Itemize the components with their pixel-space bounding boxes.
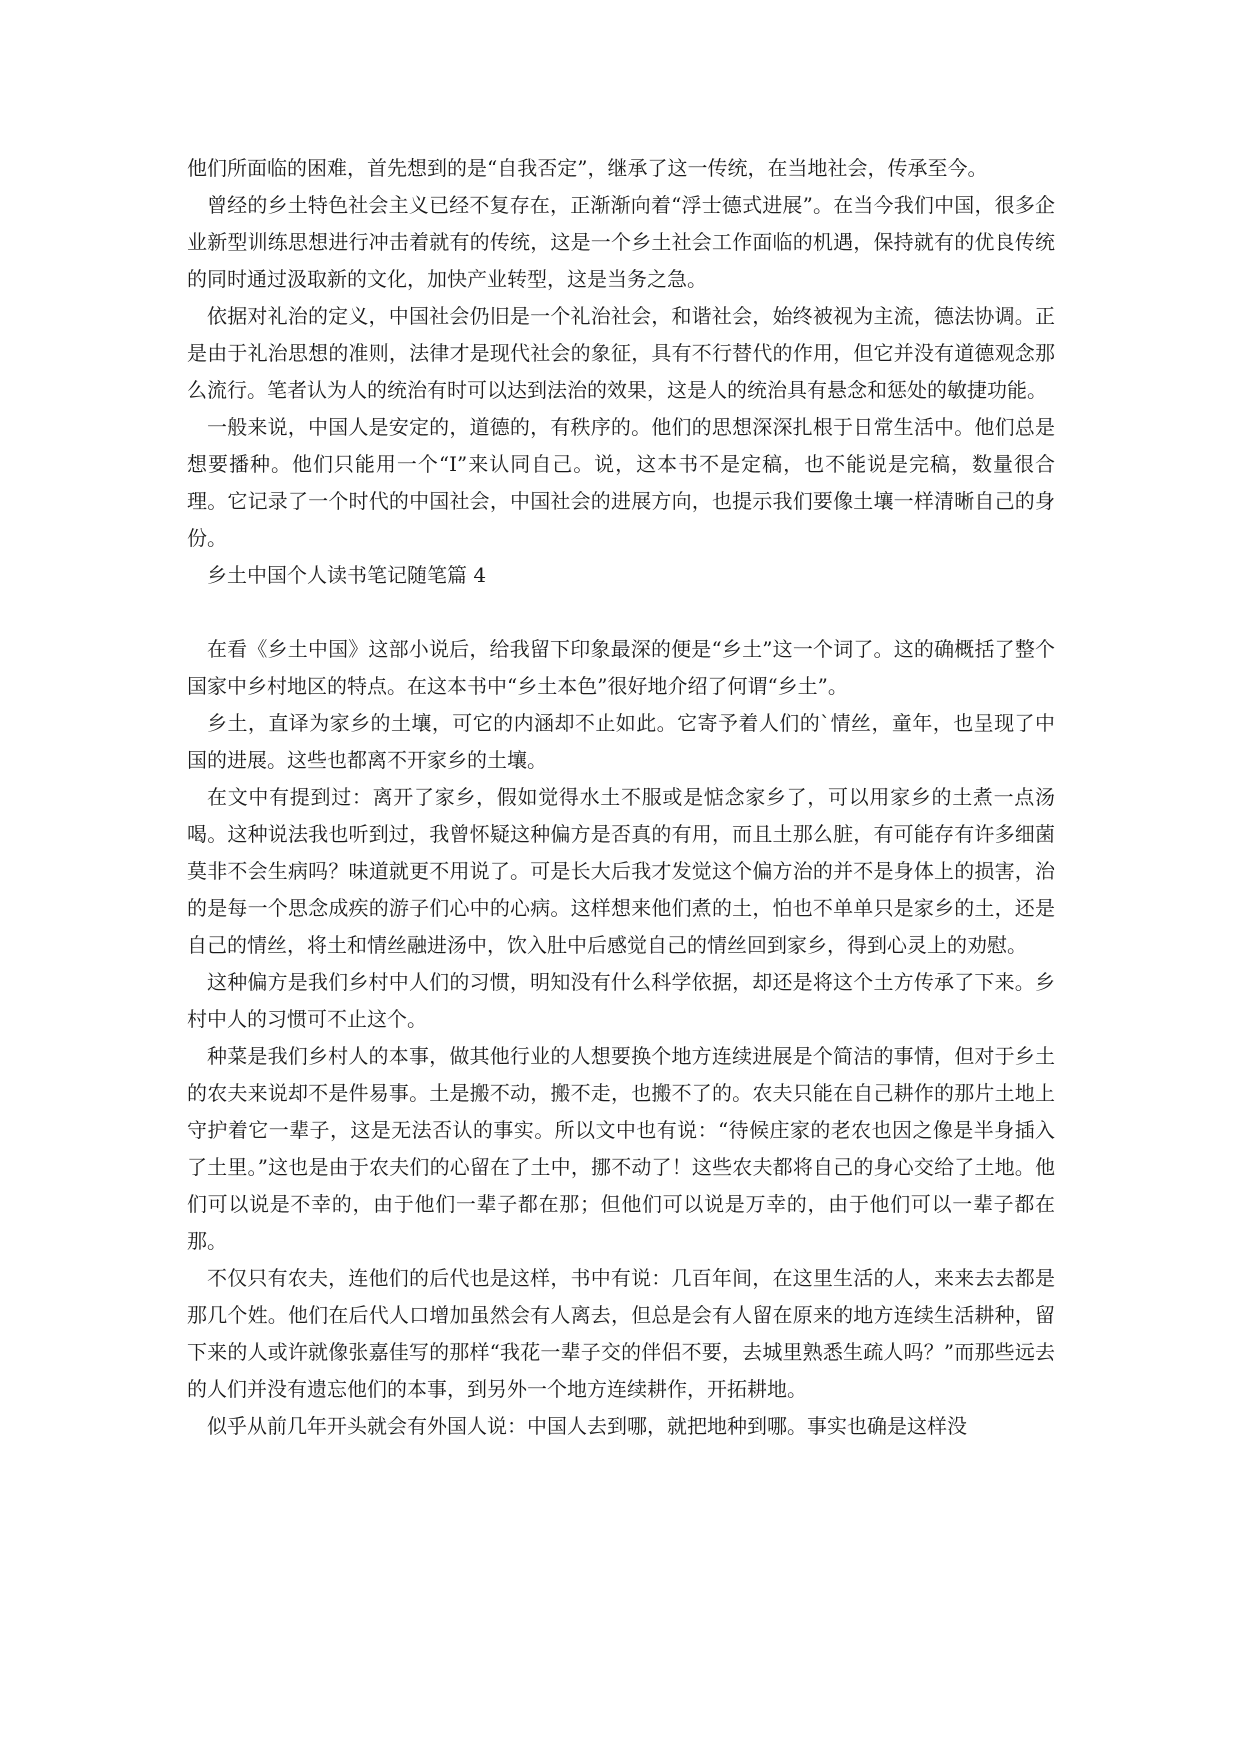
document-page — [187, 150, 1055, 1445]
paragraph: 他们所面临的困难，首先想到的是“自我否定”，继承了这一传统，在当地社会，传承至今。 — [187, 156, 988, 180]
paragraph: 似乎从前几年开头就会有外国人说：中国人去到哪，就把地种到哪。事实也确是这样没 — [207, 1414, 967, 1438]
section-heading: 乡土中国个人读书笔记随笔篇 4 — [207, 563, 487, 587]
paragraph: 一般来说，中国人是安定的，道德的，有秩序的。他们的思想深深扎根于日常生活中。他们总是想要播种。他们只能用一个“I”来认同自己。说，这本书不是定稿，也不能说是完稿，数量很合理。它记录了一个时代的中国社会，中国社会的进展方向，也提示我们要像土壤一样清晰自己的身份。 — [187, 415, 1055, 550]
paragraph: 乡土，直译为家乡的土壤，可它的内涵却不止如此。它寄予着人们的`情丝，童年，也呈现了中国的进展。这些也都离不开家乡的土壤。 — [187, 711, 1055, 772]
paragraph: 依据对礼治的定义，中国社会仍旧是一个礼治社会，和谐社会，始终被视为主流，德法协调。正是由于礼治思想的准则，法律才是现代社会的象征，具有不行替代的作用，但它并没有道德观念那么流行。笔者认为人的统治有时可以达到法治的效果，这是人的统治具有悬念和惩处的敏捷功能。 — [187, 304, 1055, 402]
paragraph: 在文中有提到过：离开了家乡，假如觉得水土不服或是惦念家乡了，可以用家乡的土煮一点汤喝。这种说法我也听到过，我曾怀疑这种偏方是否真的有用，而且土那么脏，有可能存有许多细菌莫非不会生病吗？味道就更不用说了。可是长大后我才发觉这个偏方治的并不是身体上的损害，治的是每一个思念成疾的游子们心中的心病。这样想来他们煮的土，怕也不单单只是家乡的土，还是自己的情丝，将土和情丝融进汤中，饮入肚中后感觉自己的情丝回到家乡，得到心灵上的劝慰。 — [187, 785, 1055, 957]
paragraph: 这种偏方是我们乡村中人们的习惯，明知没有什么科学依据，却还是将这个土方传承了下来。乡村中人的习惯可不止这个。 — [187, 970, 1055, 1031]
paragraph: 在看《乡土中国》这部小说后，给我留下印象最深的便是“乡土”这一个词了。这的确概括了整个国家中乡村地区的特点。在这本书中“乡土本色”很好地介绍了何谓“乡土”。 — [187, 637, 1055, 698]
paragraph: 种菜是我们乡村人的本事，做其他行业的人想要换个地方连续进展是个简洁的事情，但对于乡土的农夫来说却不是件易事。土是搬不动，搬不走，也搬不了的。农夫只能在自己耕作的那片土地上守护着它一辈子，这是无法否认的事实。所以文中也有说：“待候庄家的老农也因之像是半身插入了土里。”这也是由于农夫们的心留在了土中，挪不动了！这些农夫都将自己的身心交给了土地。他们可以说是不幸的，由于他们一辈子都在那；但他们可以说是万幸的，由于他们可以一辈子都在那。 — [187, 1044, 1055, 1253]
paragraph: 不仅只有农夫，连他们的后代也是这样，书中有说：几百年间，在这里生活的人，来来去去都是那几个姓。他们在后代人口增加虽然会有人离去，但总是会有人留在原来的地方连续生活耕种，留下来的人或许就像张嘉佳写的那样“我花一辈子交的伴侣不要，去城里熟悉生疏人吗？”而那些远去的人们并没有遗忘他们的本事，到另外一个地方连续耕作，开拓耕地。 — [187, 1266, 1055, 1401]
section-spacer — [187, 594, 1055, 631]
paragraph: 曾经的乡土特色社会主义已经不复存在，正渐渐向着“浮士德式进展”。在当今我们中国，很多企业新型训练思想进行冲击着就有的传统，这是一个乡土社会工作面临的机遇，保持就有的优良传统的同时通过汲取新的文化，加快产业转型，这是当务之急。 — [187, 193, 1055, 291]
